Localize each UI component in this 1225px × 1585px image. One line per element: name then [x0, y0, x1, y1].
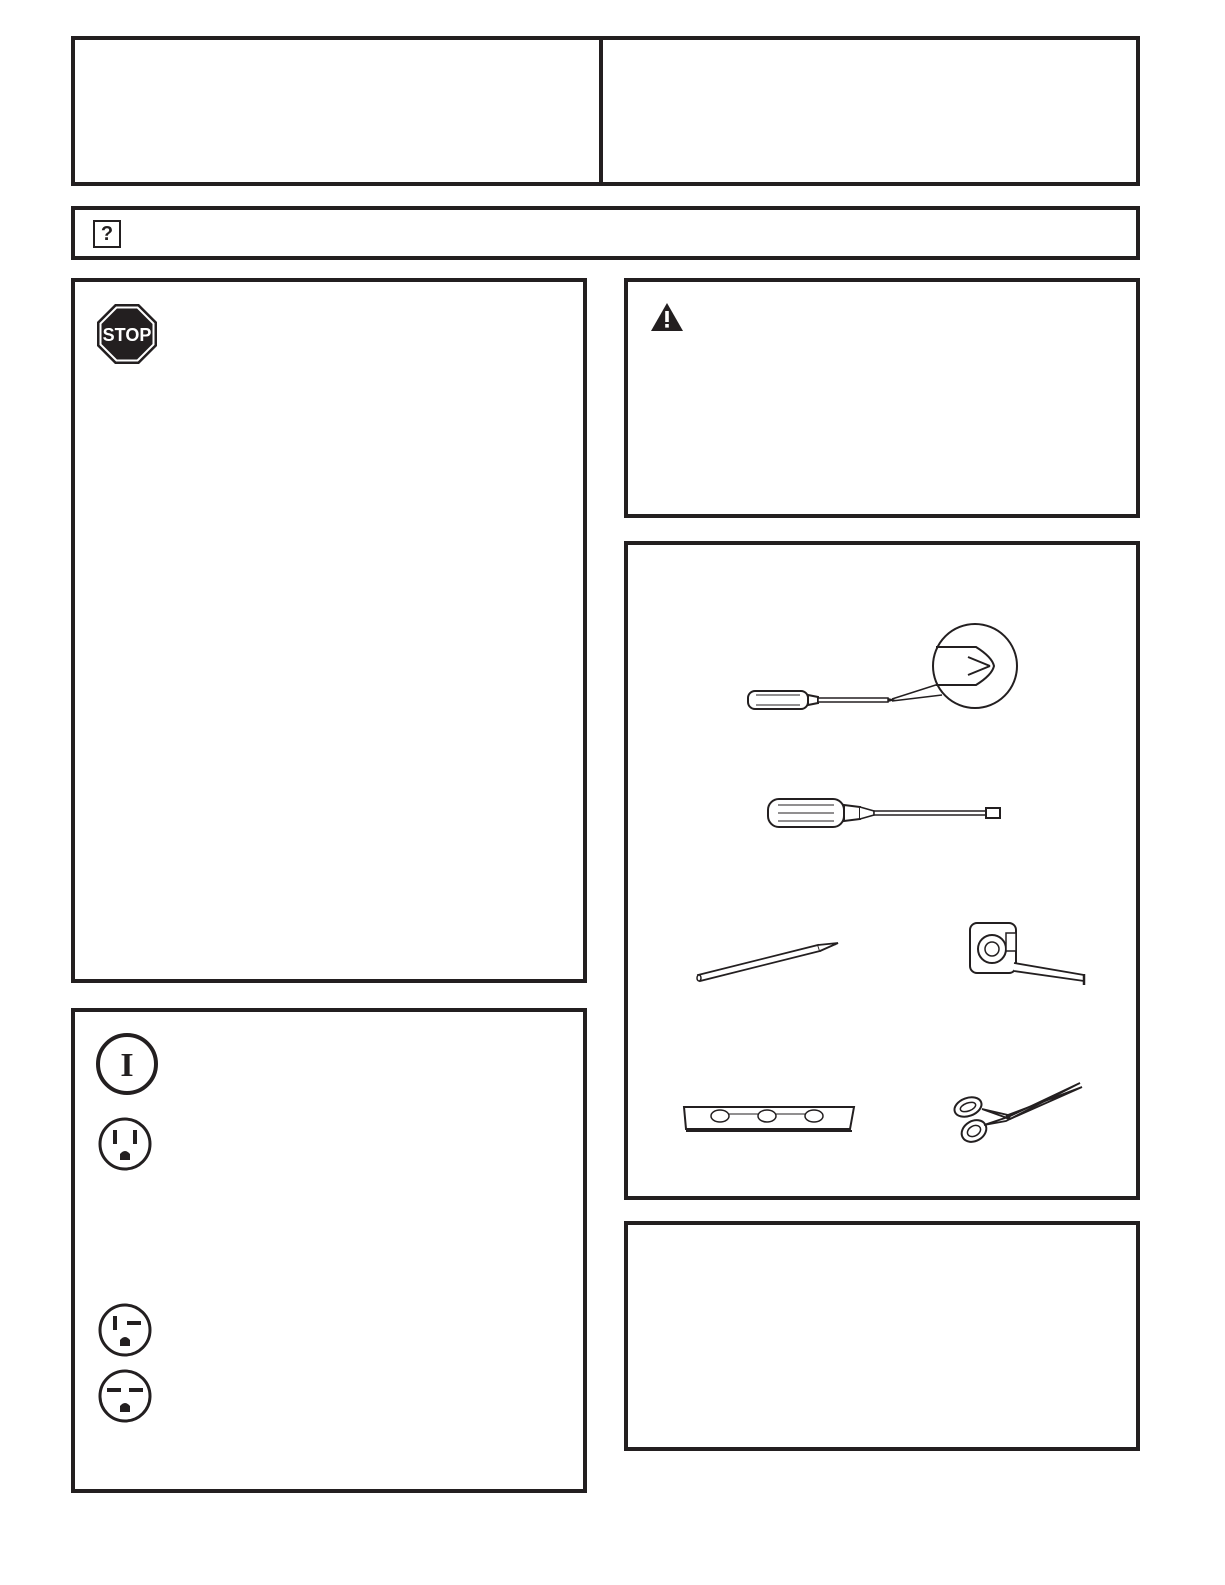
question-bar [71, 206, 1140, 260]
header-right-panel [607, 40, 1136, 182]
bottom-right-panel [624, 1221, 1140, 1451]
outlet-20amp-icon [97, 1302, 153, 1358]
pencil-icon [694, 939, 844, 985]
important-info-icon [95, 1032, 159, 1096]
electrical-panel [71, 1008, 587, 1493]
stop-sign-icon [95, 302, 159, 366]
header-left-panel [75, 40, 603, 182]
tape-measure-icon [968, 919, 1092, 991]
phillips-screwdriver-icon [746, 619, 1026, 719]
level-icon [680, 1103, 858, 1137]
important-info-glyph: I [120, 1047, 134, 1084]
flat-screwdriver-icon [766, 793, 1006, 833]
warning-panel [624, 278, 1140, 518]
stop-panel [71, 278, 587, 983]
outlet-30amp-icon [97, 1368, 153, 1424]
header-box [71, 36, 1140, 186]
scissors-icon [948, 1079, 1088, 1149]
stop-sign-text: STOP [102, 325, 152, 345]
question-mark-icon [93, 220, 121, 248]
warning-triangle-icon [650, 302, 684, 332]
tools-panel [624, 541, 1140, 1200]
question-mark-glyph: ? [100, 223, 114, 245]
grounded-outlet-icon [97, 1116, 153, 1172]
